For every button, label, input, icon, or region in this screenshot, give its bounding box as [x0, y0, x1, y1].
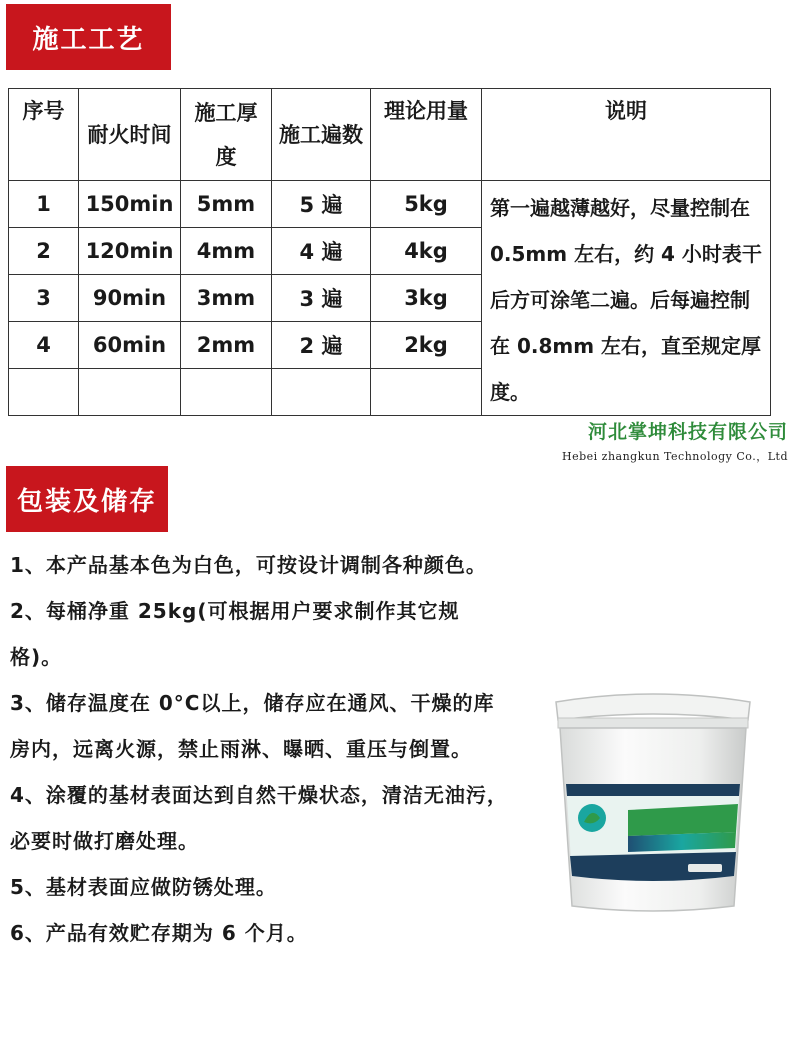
col-header-fire-time: 耐火时间	[79, 89, 181, 181]
packaging-list	[10, 542, 510, 956]
cell-usage: 2kg	[371, 322, 482, 369]
cell-notes: 第一遍越薄越好，尽量控制在 0.5mm 左右，约 4 小时表干后方可涂笔二遍。后每遍控制在 0.8mm 左右，直至规定厚度。	[482, 181, 771, 416]
col-header-notes: 说明	[482, 89, 771, 181]
cell-fire-time: 60min	[79, 322, 181, 369]
cell-thickness: 3mm	[181, 275, 272, 322]
cell-index: 3	[9, 275, 79, 322]
cell-fire-time: 150min	[79, 181, 181, 228]
list-item: 1、本产品基本色为白色，可按设计调制各种颜色。	[10, 553, 487, 577]
list-item: 6、产品有效贮存期为 6 个月。	[10, 921, 308, 945]
cell-coats: 5 遍	[272, 181, 371, 228]
cell-thickness: 4mm	[181, 228, 272, 275]
product-bucket-image	[548, 680, 758, 920]
company-name-en: Hebei zhangkun Technology Co.，Ltd	[561, 450, 788, 463]
cell-index: 4	[9, 322, 79, 369]
cell-fire-time: 120min	[79, 228, 181, 275]
cell-coats: 2 遍	[272, 322, 371, 369]
cell-coats: 4 遍	[272, 228, 371, 275]
table-header-row	[9, 89, 771, 181]
cell-usage: 3kg	[371, 275, 482, 322]
col-header-index: 序号	[9, 89, 79, 181]
list-item: 3、储存温度在 0°C以上，储存应在通风、干燥的库房内，远离火源，禁止雨淋、曝晒、重压与倒置。	[10, 691, 495, 761]
cell-thickness: 2mm	[181, 322, 272, 369]
list-item: 4、涂覆的基材表面达到自然干燥状态，清洁无油污，必要时做打磨处理。	[10, 783, 508, 853]
section-title-construction: 施工工艺	[6, 4, 171, 70]
cell-usage: 5kg	[371, 181, 482, 228]
col-header-usage: 理论用量	[371, 89, 482, 181]
cell-fire-time: 90min	[79, 275, 181, 322]
company-name-cn: 河北掌坤科技有限公司	[587, 421, 788, 443]
list-item: 5、基材表面应做防锈处理。	[10, 875, 277, 899]
cell-index: 2	[9, 228, 79, 275]
list-item: 2、每桶净重 25kg(可根据用户要求制作其它规格)。	[10, 599, 460, 669]
col-header-thickness: 施工厚度	[181, 89, 272, 181]
col-header-coats: 施工遍数	[272, 89, 371, 181]
cell-coats: 3 遍	[272, 275, 371, 322]
section-title-packaging: 包装及储存	[6, 466, 168, 532]
table-row	[9, 181, 771, 228]
cell-thickness: 5mm	[181, 181, 272, 228]
cell-usage: 4kg	[371, 228, 482, 275]
construction-table	[8, 88, 771, 416]
cell-index: 1	[9, 181, 79, 228]
